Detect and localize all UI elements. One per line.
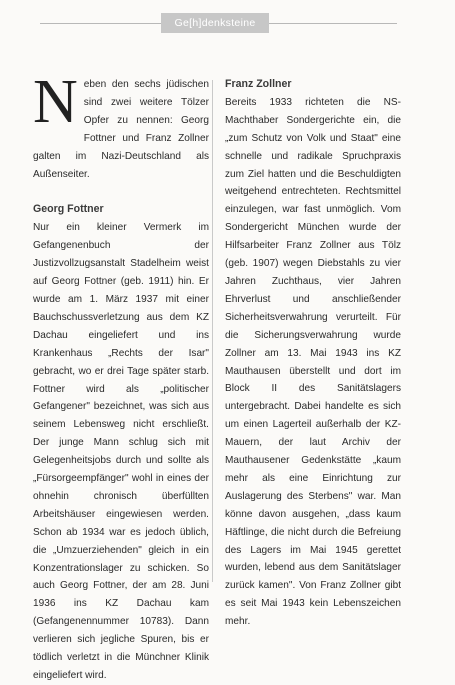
spacer [33,183,209,201]
section-header-label: Ge[h]denksteine [174,17,256,29]
header-rule-left [40,23,161,24]
heading-franz-zollner: Franz Zollner [225,78,292,90]
column-divider [212,80,213,582]
franz-zollner-paragraph: Bereits 1933 richteten die NS-Machthaber Sondergerichte ein, die „zum Schutz von Volk und Staat" eine schnelle und radikale Spruchpraxis zum Ziel hatten und die Beschuldigten weitgehend entrechteten. Rechtsmittel einzulegen, war fast unmöglich. Vom Sondergericht München wurde der Hilfsarbeiter Franz Zollner aus Tölz (geb. 1907) wegen Diebstahls zu vier Jahren Zuchthaus, vier Jahren Ehrverlust und anschließender Sicherheitsverwahrung verurteilt. Für die Sicherungsverwahrung wurde Zollner am 13. Mai 1943 ins KZ Mauthausen überstellt und dort im Block II des Sanitätslagers untergebracht. Dabei handelte es sich um einen Lagerteil außerhalb der KZ-Mauern, der laut Archiv der Mauthausener Gedenkstätte „kaum mehr als eine Einrichtung zur Auslagerung des Sterbens" war. Man könne davon ausgehen, „dass kaum Häftlinge, die nicht durch die Befreiung des Lagers im Mai 1945 gerettet wurden, lebend aus dem Sanitätslager zurück kamen". Von Franz Zollner gibt es seit Mai 1943 kein Lebenszeichen mehr. [225,96,401,628]
heading-georg-fottner: Georg Fottner [33,203,104,216]
header-rule-right [269,23,397,24]
section-header-tab [161,13,269,33]
georg-fottner-paragraph: Nur ein kleiner Vermerk im Gefangenenbuch der Justizvollzugsanstalt Stadelheim weist auf Georg Fottner (geb. 1911) hin. Er wurde am 1. März 1937 mit einer Bauchschussverletzung aus dem KZ Dachau eingeliefert und ins Krankenhaus „Rechts der Isar" gebracht, wo er drei Tage später starb. Fottner wird als „politischer Gefangener" bezeichnet, was sich aus seinem Lebensweg nicht erschließt. Der junge Mann schlug sich mit Gelegenheitsjobs durch und sollte als „Fürsorgeempfänger" wohl in eines der ohnehin chronisch überfüllten Arbeitshäuser eingewiesen werden. Schon ab 1934 war es jedoch üblich, die „Umzuerziehenden" gleich in ein Konzentrationslager zu schicken. So auch Georg Fottner, der am 28. Juni 1936 ins KZ Dachau kam (Gefangenennummer 10783). Dann verlieren sich jegliche Spuren, bis er tödlich verletzt in die Münchner Klinik eingeliefert wird. [33,222,209,681]
intro-paragraph: eben den sechs jüdischen sind zwei weitere Tölzer Opfer zu nennen: Georg Fottner und Franz Zollner galten im Nazi-Deutschland als Außenseiter. [33,79,209,180]
right-column [225,76,401,631]
left-column [33,68,209,685]
drop-cap: N [33,68,78,136]
